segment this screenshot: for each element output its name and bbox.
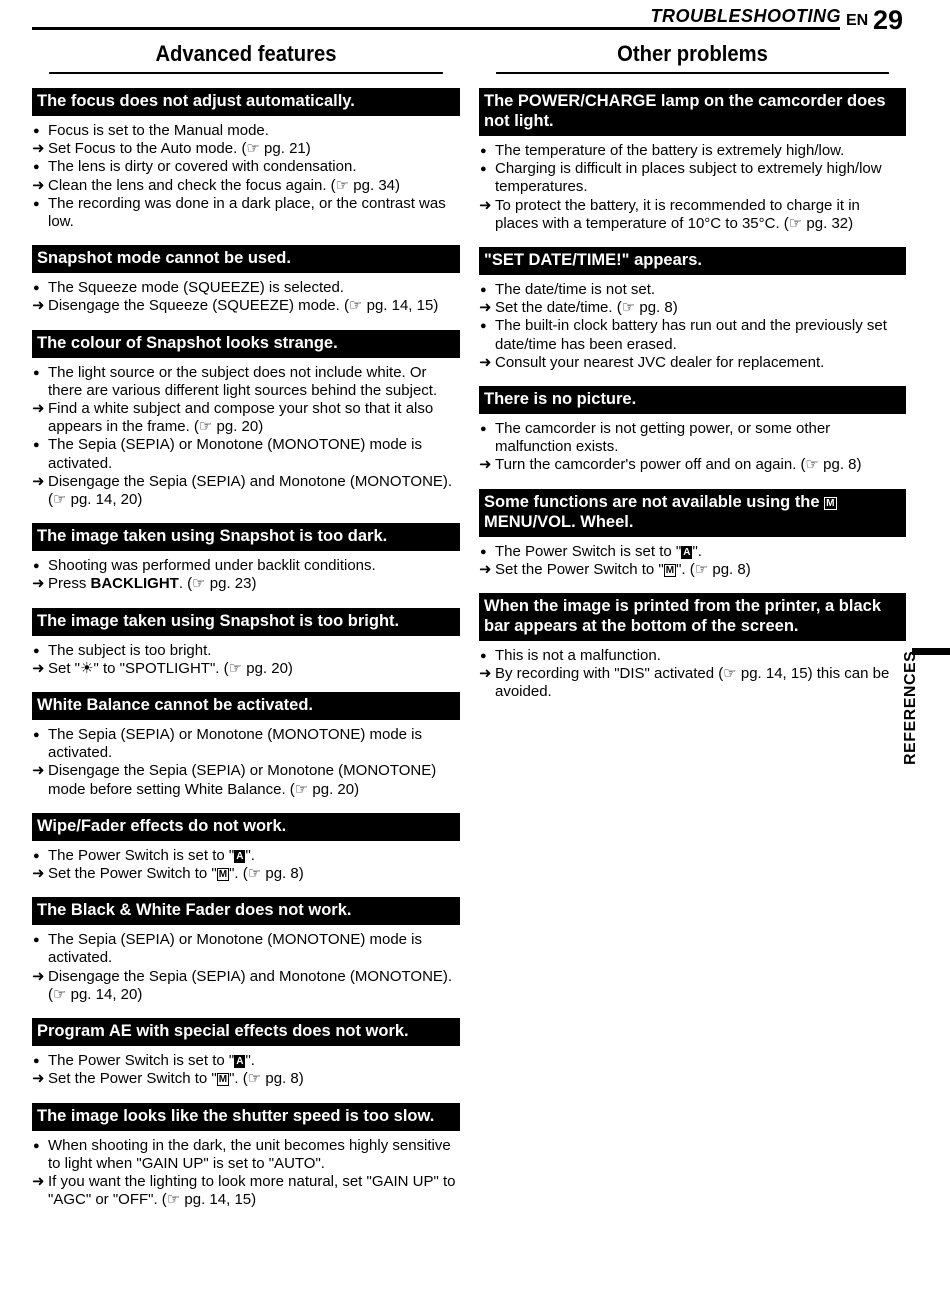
item-text: The Power Switch is set to " [495, 542, 682, 560]
cause-item [32, 122, 460, 140]
cause-item [32, 726, 460, 762]
arrow-right-icon [479, 299, 495, 317]
arrow-right-icon [32, 400, 48, 418]
troubleshooting-section [32, 608, 460, 678]
section-heading: Wipe/Fader effects do not work. [32, 813, 460, 841]
cause-item [479, 647, 906, 665]
manual-mode-icon: M [218, 1074, 228, 1086]
manual-mode-icon: M [218, 869, 228, 881]
arrow-right-icon [32, 473, 48, 491]
item-text: The Sepia (SEPIA) or Monotone (MONOTONE) mode is activated. [48, 931, 423, 967]
item-text: The built-in clock battery has run out and the previously set date/time has been erased. [495, 317, 887, 353]
troubleshooting-section [32, 245, 460, 315]
item-text: ". (☞ pg. 8) [229, 865, 304, 883]
bullet-icon [479, 160, 495, 179]
cause-item [479, 281, 906, 299]
section-heading: The image looks like the shutter speed is too slow. [32, 1103, 460, 1131]
remedy-item [32, 1173, 460, 1209]
item-text: When shooting in the dark, the unit becomes highly sensitive to light when "GAIN UP" is set to "AUTO". [48, 1136, 451, 1172]
item-list [32, 364, 460, 510]
bullet-icon [32, 195, 48, 214]
section-heading: Program AE with special effects does not work. [32, 1018, 460, 1046]
item-text: Consult your nearest JVC dealer for replacement. [495, 353, 825, 371]
manual-mode-icon: M [665, 564, 675, 576]
item-text: This is not a malfunction. [495, 647, 661, 665]
arrow-right-icon [479, 456, 495, 474]
manual-mode-icon: M [826, 497, 835, 509]
section-heading: The focus does not adjust automatically. [32, 88, 460, 116]
item-text: By recording with "DIS" activated (☞ pg. 14, 15) this can be avoided. [495, 665, 890, 701]
item-text: ". [692, 542, 702, 560]
item-list [479, 543, 906, 579]
item-text: Charging is difficult in places subject to extremely high/low temperatures. [495, 160, 882, 196]
troubleshooting-section [32, 813, 460, 883]
item-text: The Sepia (SEPIA) or Monotone (MONOTONE) mode is activated. [48, 436, 423, 472]
item-list [479, 281, 906, 372]
item-text: The recording was done in a dark place, or the contrast was low. [48, 194, 446, 231]
item-text: Disengage the Sepia (SEPIA) or Monotone (MONOTONE) mode before setting White Balance. (☞ pg. 20) [48, 762, 437, 798]
remedy-item [32, 968, 460, 1004]
item-text: The lens is dirty or covered with condensation. [48, 158, 357, 176]
remedy-item [479, 299, 906, 317]
item-text: The light source or the subject does not include white. Or there are various different light sources behind the subject. [48, 363, 438, 399]
item-text: . (☞ pg. 23) [178, 575, 257, 593]
remedy-item [32, 660, 460, 678]
remedy-item [32, 140, 460, 158]
arrow-right-icon [32, 762, 48, 780]
item-list [479, 647, 906, 702]
section-heading: Snapshot mode cannot be used. [32, 245, 460, 273]
cause-item [479, 420, 906, 456]
bullet-icon [479, 142, 495, 161]
cause-item [32, 436, 460, 472]
troubleshooting-section [32, 1103, 460, 1210]
troubleshooting-section [32, 330, 460, 510]
remedy-item [32, 575, 460, 593]
cause-item [32, 847, 460, 865]
item-list [32, 1052, 460, 1088]
item-text: Clean the lens and check the focus again. (☞ pg. 34) [48, 176, 400, 194]
auto-mode-icon: A [236, 1056, 244, 1068]
remedy-item [32, 400, 460, 436]
section-heading: White Balance cannot be activated. [32, 692, 460, 720]
remedy-item [32, 1070, 460, 1088]
arrow-right-icon [32, 140, 48, 158]
item-text: Turn the camcorder's power off and on again. (☞ pg. 8) [495, 456, 862, 474]
troubleshooting-section [479, 593, 906, 702]
column-title: Advanced features [49, 36, 443, 74]
remedy-item [32, 297, 460, 315]
item-text: Disengage the Squeeze (SQUEEZE) mode. (☞ pg. 14, 15) [48, 297, 439, 315]
item-text: The date/time is not set. [495, 281, 656, 299]
troubleshooting-section [479, 88, 906, 233]
item-text: Find a white subject and compose your shot so that it also appears in the frame. (☞ pg. 20) [48, 400, 434, 436]
bullet-icon [32, 847, 48, 866]
arrow-right-icon [479, 665, 495, 683]
item-list [32, 1137, 460, 1210]
section-heading: The Black & White Fader does not work. [32, 897, 460, 925]
item-text: The Sepia (SEPIA) or Monotone (MONOTONE) mode is activated. [48, 726, 423, 762]
item-text: The Squeeze mode (SQUEEZE) is selected. [48, 279, 344, 297]
section-heading: The colour of Snapshot looks strange. [32, 330, 460, 358]
arrow-right-icon [32, 177, 48, 195]
section-heading: When the image is printed from the printer, a black bar appears at the bottom of the screen. [479, 593, 906, 641]
item-text: The subject is too bright. [48, 641, 212, 659]
side-tab-label: REFERENCES [902, 650, 919, 765]
cause-item [32, 364, 460, 400]
item-list [479, 420, 906, 475]
right-column [479, 36, 906, 702]
bullet-icon [32, 122, 48, 141]
item-text: ". [245, 846, 255, 864]
auto-mode-icon: A [236, 850, 244, 862]
section-heading [479, 489, 906, 537]
troubleshooting-section [32, 692, 460, 799]
bullet-icon [32, 436, 48, 455]
remedy-item [32, 473, 460, 509]
item-list [32, 122, 460, 231]
item-text: The camcorder is not getting power, or some other malfunction exists. [495, 420, 831, 456]
item-text: Set the Power Switch to " [48, 865, 217, 883]
item-text: Set Focus to the Auto mode. (☞ pg. 21) [48, 140, 311, 158]
page-section-title: TROUBLESHOOTING [650, 6, 841, 26]
item-text: Shooting was performed under backlit conditions. [48, 557, 376, 575]
cause-item [479, 317, 906, 353]
item-list [32, 726, 460, 799]
troubleshooting-section [479, 386, 906, 475]
column-title: Other problems [496, 36, 889, 74]
bullet-icon [479, 420, 495, 439]
item-text: Set the Power Switch to " [48, 1070, 217, 1088]
item-list [32, 847, 460, 883]
bullet-icon [32, 1137, 48, 1156]
bullet-icon [479, 647, 495, 666]
cause-item [32, 931, 460, 967]
item-text: ". (☞ pg. 8) [229, 1070, 304, 1088]
bullet-icon [479, 281, 495, 300]
arrow-right-icon [32, 968, 48, 986]
cause-item [32, 279, 460, 297]
item-text: ". (☞ pg. 8) [676, 560, 751, 578]
section-heading: The POWER/CHARGE lamp on the camcorder does not light. [479, 88, 906, 136]
left-column [32, 36, 460, 1209]
remedy-item [479, 354, 906, 372]
arrow-right-icon [32, 575, 48, 593]
item-list [479, 142, 906, 233]
arrow-right-icon [32, 1173, 48, 1191]
cause-item [32, 1137, 460, 1173]
item-list [32, 279, 460, 315]
item-text: ". [245, 1052, 255, 1070]
troubleshooting-section [479, 247, 906, 372]
bullet-icon [479, 543, 495, 562]
section-heading: There is no picture. [479, 386, 906, 414]
arrow-right-icon [32, 1070, 48, 1088]
cause-item [32, 642, 460, 660]
cause-item [32, 158, 460, 176]
arrow-right-icon [479, 197, 495, 215]
remedy-item [32, 865, 460, 883]
item-text: Set "☀" to "SPOTLIGHT". (☞ pg. 20) [48, 659, 293, 677]
item-text: Disengage the Sepia (SEPIA) and Monotone (MONOTONE). (☞ pg. 14, 20) [48, 472, 453, 509]
auto-mode-icon: A [683, 546, 691, 558]
troubleshooting-section [32, 523, 460, 593]
item-text: The Power Switch is set to " [48, 1052, 235, 1070]
arrow-right-icon [479, 561, 495, 579]
section-heading-text: MENU/VOL. Wheel. [484, 512, 634, 531]
item-list [32, 931, 460, 1004]
section-heading: "SET DATE/TIME!" appears. [479, 247, 906, 275]
language-code: EN [846, 12, 869, 29]
bullet-icon [479, 317, 495, 336]
bullet-icon [32, 931, 48, 950]
item-text: Disengage the Sepia (SEPIA) and Monotone (MONOTONE). (☞ pg. 14, 20) [48, 967, 453, 1003]
troubleshooting-section [479, 489, 906, 579]
bullet-icon [32, 1052, 48, 1071]
arrow-right-icon [32, 297, 48, 315]
cause-item [479, 142, 906, 160]
item-text: Focus is set to the Manual mode. [48, 122, 269, 139]
item-text: If you want the lighting to look more natural, set "GAIN UP" to "AGC" or "OFF". (☞ pg. 14, 15) [48, 1172, 456, 1209]
bullet-icon [32, 279, 48, 298]
cause-item [32, 195, 460, 231]
cause-item [479, 160, 906, 196]
section-heading-text: Some functions are not available using the [484, 492, 825, 511]
item-text: Press [48, 575, 91, 593]
cause-item [479, 543, 906, 561]
bullet-icon [32, 364, 48, 383]
remedy-item [32, 762, 460, 798]
page-number: 29 [873, 5, 904, 35]
arrow-right-icon [32, 865, 48, 883]
bullet-icon [32, 158, 48, 177]
item-list [32, 557, 460, 593]
bullet-icon [32, 642, 48, 661]
item-text: The temperature of the battery is extremely high/low. [495, 142, 845, 159]
troubleshooting-section [32, 88, 460, 231]
item-text: To protect the battery, it is recommended to charge it in places with a temperature of 10°C to 35°C. (☞ pg. 32) [495, 196, 860, 232]
item-text: Set the Power Switch to " [495, 560, 664, 578]
item-list [32, 642, 460, 678]
remedy-item [479, 456, 906, 474]
remedy-item [479, 197, 906, 233]
item-text: Set the date/time. (☞ pg. 8) [495, 299, 678, 317]
item-emphasis: BACKLIGHT [90, 575, 179, 593]
header-rule [32, 27, 840, 30]
bullet-icon [32, 557, 48, 576]
remedy-item [479, 561, 906, 579]
section-heading: The image taken using Snapshot is too dark. [32, 523, 460, 551]
troubleshooting-section [32, 1018, 460, 1088]
section-heading: The image taken using Snapshot is too bright. [32, 608, 460, 636]
remedy-item [32, 177, 460, 195]
cause-item [32, 557, 460, 575]
remedy-item [479, 665, 906, 701]
arrow-right-icon [479, 354, 495, 372]
cause-item [32, 1052, 460, 1070]
item-text: The Power Switch is set to " [48, 846, 235, 864]
arrow-right-icon [32, 660, 48, 678]
troubleshooting-section [32, 897, 460, 1004]
bullet-icon [32, 726, 48, 745]
